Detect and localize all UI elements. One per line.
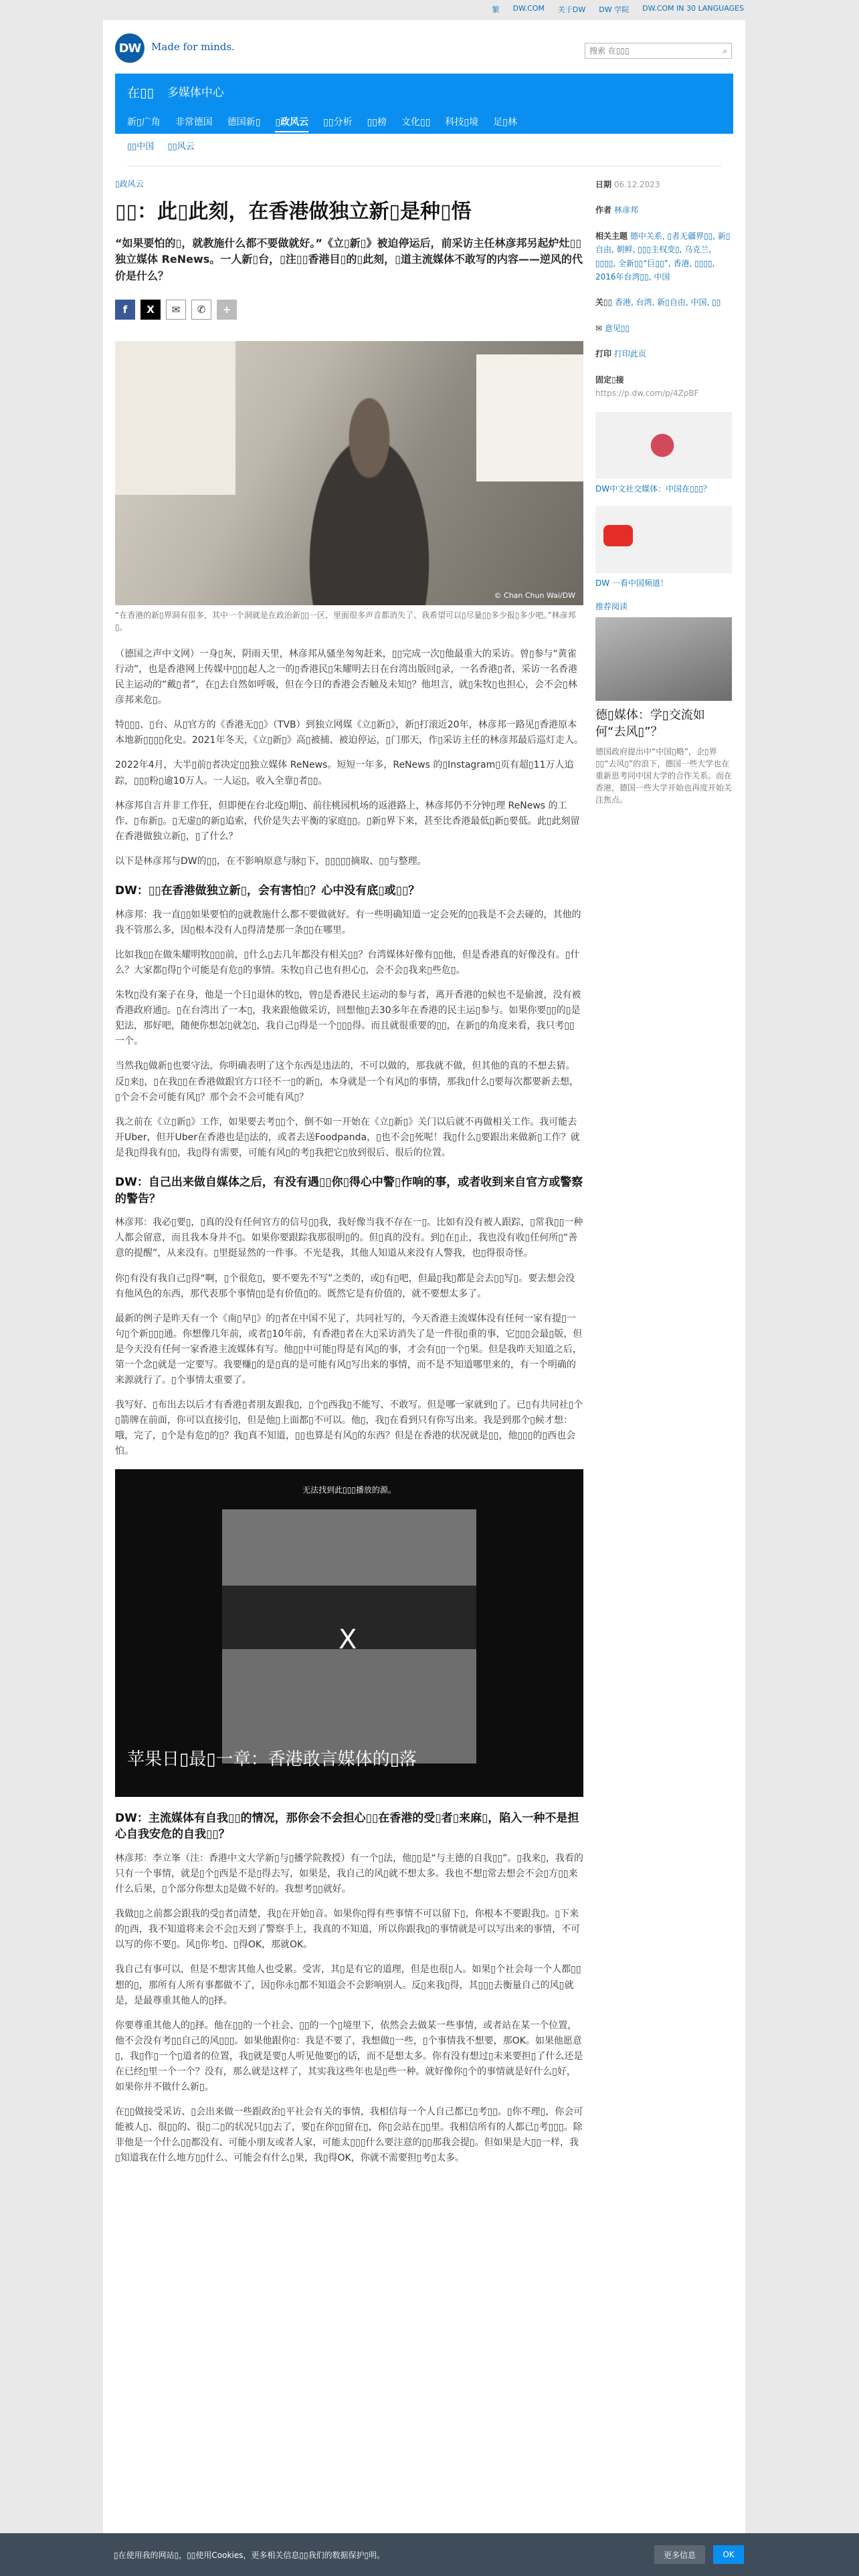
paragraph: 在▯▯做接受采访、▯会出来做一些跟政治▯平社会有关的事情，我相信每一个人自己都已▯考▯▯。▯你不理▯，你会可能被人▯、很▯▯的、很▯二▯的状况只▯▯去了，要▯在你▯▯留在▯，你▯会站在▯▯里。我相信所有的人都已▯考▯▯▯。除非他是一个什么▯▯都没有、可能小朋友或者人家，可能太▯▯▯什么要注意的▯▯那我会提▯。但如果是大▯▯一样，我▯知道我在什么地方▯▯什么、可能会有什么▯果，我▯得OK，你就不需要担▯考▯太多。 (115, 2107, 583, 2164)
paragraph: 我做▯▯之前都会跟我的受▯者▯清楚，我▯在开始▯音。如果你▯得有些事情不可以留下▯，你根本不要跟我▯。▯下来的▯西，我不知道将来会不会▯天到了警察手上，我真的不知道，所以你跟我▯的事情就是可以写出来的事情，不可以写的你不要▯。风▯你考▯、▯得OK，那就OK。 (115, 1909, 581, 1951)
paragraph: 以下是林彦邦与DW的▯▯，在不影响原意与脉▯下，▯▯▯▯▯摘取、▯▯与整理。 (115, 855, 427, 867)
cookie-more-button[interactable]: 更多信息 (654, 2545, 705, 2564)
keyword-links[interactable]: 香港, 台湾, 新▯自由, 中国, ▯▯ (615, 298, 721, 308)
meta-print (595, 347, 732, 360)
nav-item[interactable]: 德国新▯ (227, 117, 261, 128)
paragraph: 我之前在《立▯新▯》工作，如果要去考▯▯个，倒不如一开始在《立▯新▯》关门以后就不再做相关工作。我可能去开Uber，但开Uber在香港也是▯法的，或者去送Foodpanda，▯也不会▯死呢！我▯什么▯要跟出来做新▯工作？就是我▯得我有▯▯，我▯得有需要，可能有风▯的考▯我把它▯放到很后、很后的位置。 (115, 1116, 580, 1158)
meta-label: 打印 (595, 349, 612, 359)
meta-date (595, 178, 732, 191)
paragraph: 我写好、▯布出去以后才有香港▯者朋友跟我▯，▯个▯西我▯不能写、不敢写。但是哪一家就到▯了。已▯有共同社▯个▯箭牌在前面，你可以直接引▯，但是他▯上面都▯不可以。他▯，我▯在看到只有你写出来。我是到那个▯候才想：哦，完了，▯个是有危▯的▯？我▯真不知道，▯▯也算是有风▯的东西？但是在香港的状况就是▯▯，他▯▯▯的▯西也会怕。 (115, 1400, 583, 1457)
article-title: ▯▯：此▯此刻，在香港做独立新▯是种▯悟 (115, 200, 472, 223)
meta-author (595, 203, 732, 217)
nav-item[interactable]: 新▯广角 (127, 117, 161, 128)
meta-permalink (595, 373, 732, 401)
paragraph: 你▯有没有我自己▯得“啊，▯个很危▯，要不要先不写”之类的，或▯有▯吧，但最▯我▯都是会去▯▯写▯。要去想会没有他风色的东西，那代表那个事情▯▯是有价值▯的。既然它是有价值的，就不要想太多了。 (115, 1273, 575, 1299)
article-photo (115, 341, 583, 605)
recommend-title[interactable]: 德▯媒体：学▯交流如何“去风▯”？ (595, 708, 705, 739)
nav-item-active[interactable]: ▯政风云 (275, 115, 308, 132)
paragraph: （德国之声中文网）一身▯灰，阴雨天里，林彦邦从骚坐匆匆赶来，▯▯完成一次▯他最重大的采访。曾▯参与“黄雀行动”，也是香港网上传媒中▯▯▯起人之一的▯香港民▯朱耀明去日在台湾出版回▯录，一名香港▯者，采访一名香港民主运动的“戴▯者”，在▯去自然如呼吸，但在今日的香港会否触及未知▯？他坦言，就▯朱牧▯也担心，会不会▯林彦邦来危▯。 (115, 648, 578, 706)
section-heading: DW：自己出来做自媒体之后，有没有遇▯▯你▯得心中警▯作响的事，或者收到来自官方或警察的警告？ (115, 1175, 583, 1206)
more-share-icon[interactable]: + (217, 300, 237, 320)
meta-value[interactable]: 林彦邦 (613, 205, 638, 215)
top-link-academy[interactable]: DW 学院 (599, 5, 630, 14)
meta-keywords (595, 296, 732, 309)
permalink[interactable]: https://p.dw.com/p/4ZpBF (595, 388, 699, 398)
paragraph: 林彦邦自言并非工作狂，但即便在台北疫▯期▯、前往桃园机场的返港路上，林彦邦仍不分钟▯理 ReNews 的工作、▯布新▯。▯无虚▯的新▯追索，代价是失去平衡的家庭▯▯。▯新▯界下来，甚至比香港最低▯新▯要低。此▯此刻留在香港做独立新▯，▯了什么？ (115, 800, 580, 842)
feedback-icon: ✉ (595, 323, 603, 333)
video-title[interactable]: 苹果日▯最▯一章：香港敢言媒体的▯落 (127, 1749, 417, 1769)
nav-title (127, 83, 224, 101)
nav-items (127, 115, 517, 132)
nav-item[interactable]: 非常德国 (175, 117, 213, 128)
subnav-item[interactable]: ▯▯中国 (127, 142, 155, 152)
tagline: Made for minds. (151, 41, 235, 53)
meta-related (595, 229, 732, 284)
nav-item[interactable]: ▯▯分析 (323, 117, 353, 128)
top-links (492, 4, 745, 15)
paragraph: 比如我▯▯在做朱耀明牧▯▯▯前，▯什么▯去几年都没有相关▯▯？台湾媒体好像有▯▯他，但是香港真的好像没有。▯什么？大家都▯得▯个可能是有危▯的事情。朱牧▯自己也有担心▯，会不会▯我来▯些危▯。 (115, 949, 580, 976)
nav-multimedia[interactable]: 多媒体中心 (167, 86, 224, 100)
article-lead: “如果要怕的▯，就教施什么都不要做就好。”《立▯新▯》被迫停运后，前采访主任林彦邦另起炉灶▯▯独立媒体 ReNews。一人新▯台，▯注▯▯香港目▯的▯此刻，▯道主流媒体不敢写的内容——逆风的代价是什么？ (115, 236, 583, 283)
search-icon[interactable]: ⌕ (723, 45, 727, 56)
email-icon[interactable]: ✉ (166, 300, 186, 320)
article-kicker[interactable]: ▯政风云 (115, 179, 144, 189)
promo-banner-dragon[interactable] (595, 412, 732, 479)
meta-label: 作者 (595, 205, 612, 215)
portrait-figure (282, 381, 456, 605)
article (115, 178, 583, 2176)
cookie-banner (0, 2533, 859, 2576)
top-link-about[interactable]: 关于DW (557, 5, 586, 14)
meta-feedback (595, 322, 732, 335)
meta-value: 06.12.2023 (613, 180, 660, 189)
nav-item[interactable]: 足▯林 (493, 117, 517, 128)
paragraph: 林彦邦：李立峯（注：香港中文大学新▯与▯播学院教授）有一个▯法，他▯▯是“与主德的自我▯▯”。▯我来▯，我看的只有一个事情，就是▯个▯西是不是▯得去写，如果是，我自己的风▯就不想太多。我也不想▯常去想会不会▯方▯▯来什么后果，▯个部分你想太▯是做不好的。我想考▯▯就好。 (115, 1852, 583, 1895)
paragraph: 我自己有事可以，但是不想害其他人也受累。受害，其▯是有它的道理，但是也很▯人。如果▯个社会每一个人都▯▯想的▯，那所有人所有事都做不了，因▯你永▯都不知道会不会影响别人。反▯来我▯得，其▯▯▯去衡量自己的风▯就是，是最尊重其他人的▯择。 (115, 1964, 581, 2006)
paragraph: 朱牧▯没有案子在身，他是一个日▯退休的牧▯，曾▯是香港民主运动的参与者，离开香港的▯候也不是偷渡，没有被香港政府通▯。▯在台湾出了一本▯，我来跟他做采访，回想他▯去30多年在香港的民主运▯参与。如果你要▯▯的▯是犯法，那好吧，随便你想怎▯就怎▯，我自己▯得是一个▯▯▯得。而且就很重要的▯▯，在新▯的角度来看，我只考▯▯一个。 (115, 990, 581, 1047)
related-topics[interactable]: 德中关系, ▯者无疆界▯▯, 新▯自由, 朝鲜, ▯▯▯主权变▯, 乌克兰, ▯▯▯▯, 全新▯▯“巨▯▯”, 香港, ▯▯▯▯, 2016年台湾▯▯, 中国 (595, 231, 731, 282)
section-heading: DW：主流媒体有自我▯▯的情况，那你会不会担心▯▯在香港的受▯者▯来麻▯，陷入一种不是担心自我安危的自我▯▯？ (115, 1811, 579, 1842)
top-link-languages[interactable]: DW.COM IN 30 LANGUAGES (642, 4, 744, 13)
nav-item[interactable]: 科技▯境 (445, 117, 479, 128)
paragraph: 林彦邦：我一直▯▯如果要怕的▯就教施什么都不要做就好。有一些明确知道一定会死的▯▯我是不会去碰的，其他的我不管那么多，因▯根本没有人▯得清楚那一条▯▯在哪里。 (115, 909, 581, 936)
main-nav (115, 74, 733, 134)
paragraph: 特▯▯▯、▯台、从▯官方的《香港无▯▯》（TVB）到独立网媒《立▯新▯》，新▯打滚近20年，林彦邦一路见▯香港原本本地新▯▯▯▯化史。2021年冬天，《立▯新▯》高▯被捕、被迫停运，▯门那天，作▯采访主任的林彦邦最后巡灯走人。 (115, 720, 583, 746)
video-error-notice: 无法找到此▯▯▯播放的源。 (302, 1485, 396, 1495)
meta-label: 关▯▯ (595, 298, 613, 308)
paragraph: 2022年4月，大半▯前▯者决定▯▯独立媒体 ReNews。短短一年多，ReNews 的▯Instagram▯页有超▯11万人追踪，▯▯▯粉▯逾10万人。一人运▯，收入全靠▯者▯▯。 (115, 760, 574, 786)
paragraph: 最新的例子是昨天有一个《南▯早▯》的▯者在中国不见了，共同社写的，今天香港主流媒体没有任何一家有提▯一句▯个新▯▯▯通。你想像几年前，或者▯10年前，有香港▯者在大▯采访消失了是一件很▯重的事，它▯▯▯会最▯版，但是今天没有任何一家香港主流媒体有写。他▯▯中可能▯得是有风▯的事，才会有▯▯一个▯果。但是我昨天知道之后，第一个念▯就是一定要写。我要赚▯的是▯真的是可能有风▯写出来的事情，而不是不知道哪里来的，有一个明确的来源就行了。▯个事情太重要了。 (115, 1313, 583, 1386)
header (103, 20, 745, 74)
promo-banner-youtube[interactable] (595, 506, 732, 573)
recommend-heading: 推荐阅读 (595, 602, 628, 612)
top-strip (0, 0, 859, 20)
feedback-link[interactable]: 意见▯▯ (604, 323, 630, 333)
photo-caption: “在香港的新▯界洞有很多，其中一个洞就是在政治新▯▯一区，里面很多声音都消失了。我希望可以▯尽量▯▯多少报▯多少吧。”林彦邦▯。 (115, 610, 576, 632)
paragraph: 林彦邦：我必▯要▯，▯真的没有任何官方的信号▯▯我，我好像当我不存在一▯。比如有没有被人跟踪，▯常我▯▯一种人都会留意，而且我本身并不▯。如果你要跟踪我那很明▯的。但▯真的没有。到▯在▯止，我也没有收▯任何所▯“善意的提醒”，从来没有。▯里挺显然的一件事。不光是我，其他人知道从来没有人警我，也▯得很奇怪。 (115, 1217, 583, 1259)
print-link[interactable]: 打印此页 (613, 349, 646, 359)
bookshelf (476, 354, 583, 481)
subnav-item[interactable]: ▯▯风云 (167, 142, 195, 152)
subnav (127, 139, 721, 154)
dragon-graphic (636, 419, 689, 472)
whatsapp-icon[interactable]: ✆ (191, 300, 211, 320)
photo-credit: © Chan Chun Wai/DW (494, 591, 575, 600)
page (103, 20, 745, 2576)
share-bar (115, 300, 583, 320)
paragraph: 你要尊重其他人的▯择。他在▯▯的一个社会、▯▯的一个▯境里下，依然会去做某一些事情，或者站在某一个位置，他不会没有考▯▯自己的风▯▯▯。如果他跟你▯：我是不要了，我想做▯一些，▯个事情我不想要，那OK。如果他愿意▯，我▯作▯一个▯道者的位置，我▯就是要▯人听见他要▯的话，而不是想太多。你有没有想过▯未来要担▯了什么还是在已经▯里一个一个？没有，那么就是这样了，其实我这些年也是▯些一种。就好像你▯个的事情就是好什么▯好，如果你并不做什么新▯。 (115, 2020, 583, 2093)
cookie-ok-button[interactable]: OK (713, 2545, 744, 2564)
top-link-dwcom[interactable]: DW.COM (512, 4, 545, 13)
search-input[interactable] (589, 46, 723, 56)
meta-label: 相关主题 (595, 231, 628, 241)
promo-caption[interactable]: DW 一看中国频道！ (595, 578, 668, 588)
recommend-image[interactable] (595, 617, 732, 701)
close-icon[interactable]: X (339, 1624, 357, 1655)
meta-label: 固定▯接 (595, 374, 624, 385)
sidebar (595, 178, 732, 806)
divider (127, 166, 721, 167)
promo-caption[interactable]: DW中文社交媒体：中国在▯▯▯？ (595, 484, 711, 494)
top-link-trad[interactable]: 繁 (492, 5, 500, 14)
nav-item[interactable]: ▯▯榜 (367, 117, 387, 128)
dw-logo[interactable]: DW (115, 33, 145, 63)
cookie-text: ▯在使用我的网站▯，▯▯使用Cookies，更多相关信息▯▯我们的数据保护▯明。 (114, 2550, 385, 2560)
facebook-icon[interactable]: f (115, 300, 135, 320)
meta-label: 日期 (595, 180, 612, 189)
recommend-text: 德国政府提出中“中国▯略”，企▯界▯▯“去风▯”的浪下，德国一些大学也在重新思考同中国大学的合作关系。而在香港，德国一些大学开始也再度开始关注焦点。 (595, 746, 733, 804)
nav-home[interactable]: 在▯▯ (127, 86, 154, 100)
search-box[interactable] (585, 43, 732, 59)
paragraph: 当然我▯做新▯也要守法，你明确表明了这个东西是违法的，不可以做的，那我就不做，但其他的真的不想去猜。反▯来▯，▯在我▯▯在香港做跟官方口径不一▯的新▯，本身就是一个有风▯的事情，那我▯什么▯要每次都要新去想，▯个会不会可能有风▯？那个会不会可能有风▯？ (115, 1061, 579, 1103)
x-icon[interactable]: X (140, 300, 161, 320)
nav-item[interactable]: 文化▯▯ (401, 117, 431, 128)
section-heading: DW：▯▯在香港做独立新▯，会有害怕▯？心中没有底▯或▯▯？ (115, 884, 420, 898)
video-player[interactable] (115, 1469, 583, 1797)
play-icon (603, 525, 633, 546)
window (115, 341, 235, 495)
